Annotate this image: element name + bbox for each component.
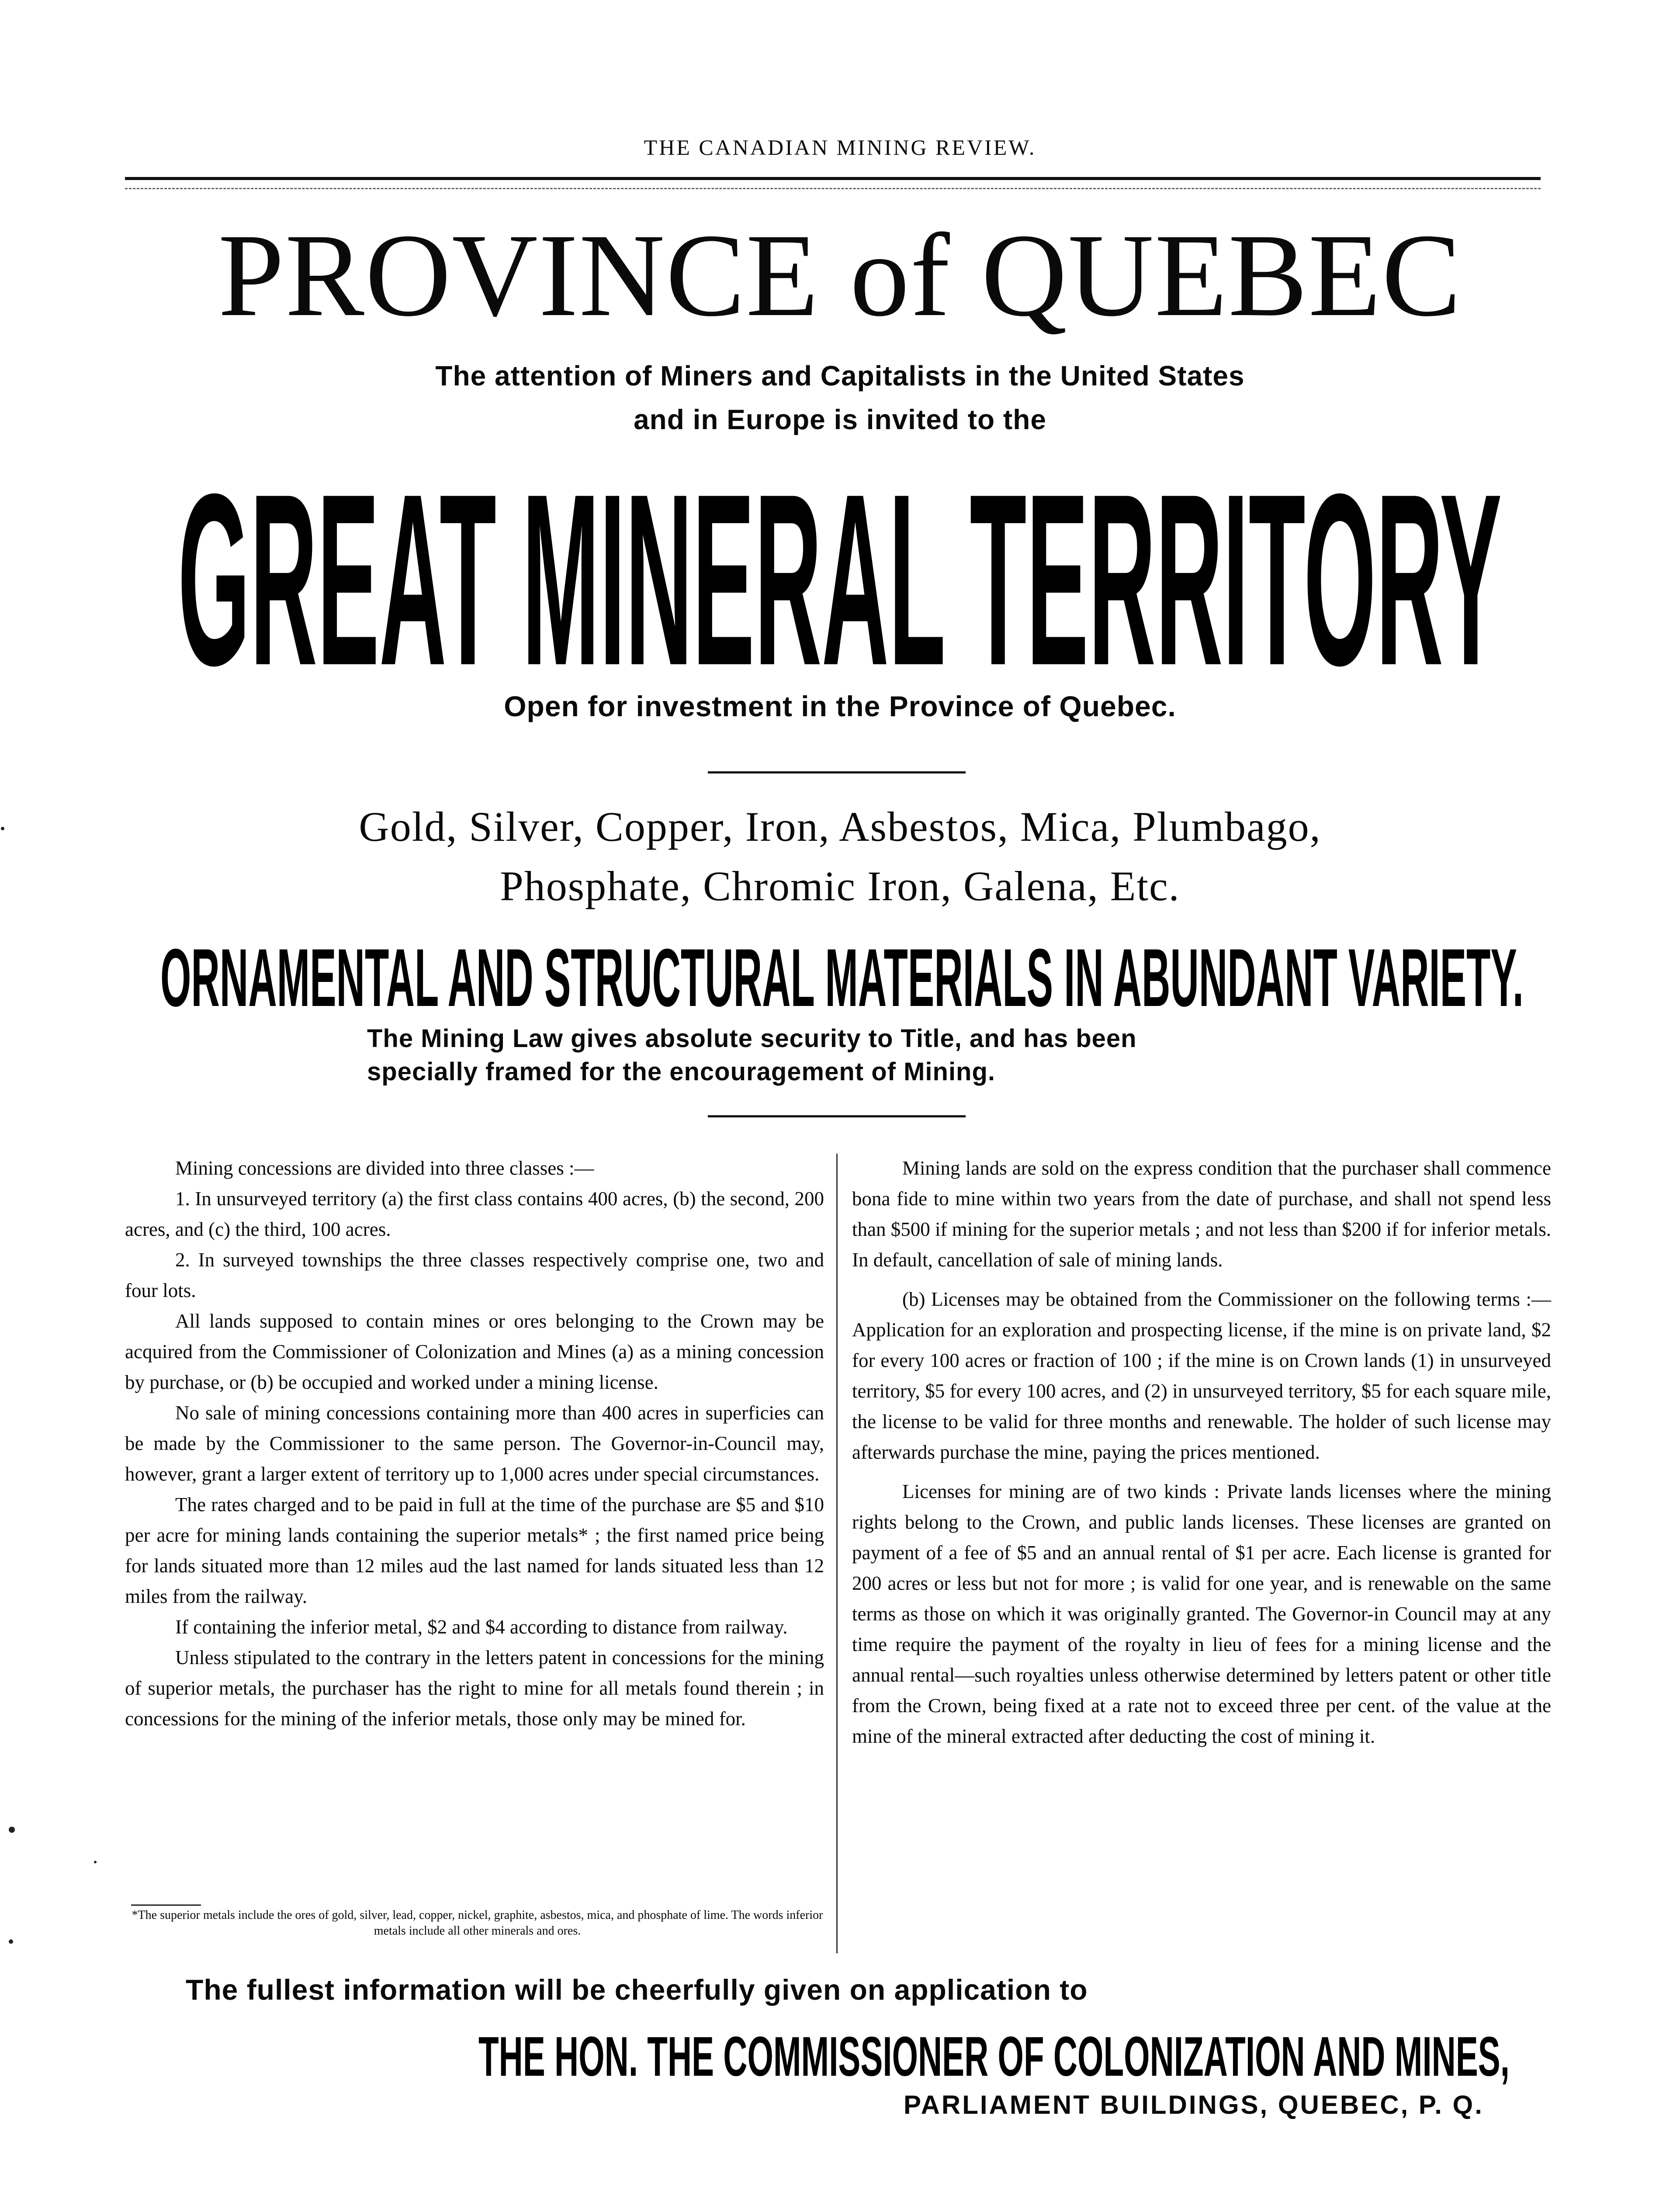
left-paragraph-5: No sale of mining concessions containing more than 400 acres in superficies can be made by the Commissioner to the same person. The Governor-in-Council may, however, grant a larger extent of territory up to 1,000 acres under special circumstances. xyxy=(125,1402,824,1485)
footnote: *The superior metals include the ores of gold, silver, lead, copper, nickel, graphite, asbestos, mica, and phosphate of lime. The words inferior metals include all other minerals and ores. xyxy=(132,1908,823,1938)
left-paragraph-6: The rates charged and to be paid in full at the time of the purchase are $5 and $10 per acre for mining lands containing the superior metals* ; the first named price being for lands situated more than 12 miles aud the last named for lands situated less than 12 miles from the railway. xyxy=(125,1494,824,1607)
header-rule xyxy=(125,177,1541,180)
footnote-rule xyxy=(131,1904,201,1906)
intro-line-2: and in Europe is invited to the xyxy=(634,404,1046,435)
scan-speck xyxy=(9,1939,13,1944)
divider-rule xyxy=(708,771,966,773)
column-divider xyxy=(836,1154,838,1953)
left-column xyxy=(125,1153,824,1734)
materials-text: ORNAMENTAL AND STRUCTURAL MATERIALS IN ABUNDANT VARIETY. xyxy=(160,940,1524,1018)
minerals-line-2: Phosphate, Chromic Iron, Galena, Etc. xyxy=(500,863,1180,909)
left-paragraph-7: If containing the inferior metal, $2 and $4 according to distance from railway. xyxy=(175,1616,788,1638)
province-title: PROVINCE of QUEBEC xyxy=(218,209,1462,341)
right-column xyxy=(852,1153,1551,1751)
left-paragraph-2: 1. In unsurveyed territory (a) the first class contains 400 acres, (b) the second, 200 acres, and (c) the third, 100 acres. xyxy=(125,1188,824,1240)
left-paragraph-4: All lands supposed to contain mines or ores belonging to the Crown may be acquired from the Commissioner of Colonization and Mines (a) as a mining concession by purchase, or (b) be occupied and worked under a mining license. xyxy=(125,1310,824,1393)
right-paragraph-1: Mining lands are sold on the express condition that the purchaser shall commence bona fide to mine within two years from the date of purchase, and shall not spend less than $500 if mining for the superior metals ; and not less than $200 if for inferior metals. In default, cancellation of sale of mining lands. xyxy=(852,1157,1551,1271)
fullest-information-line: The fullest information will be cheerfully given on application to xyxy=(186,1973,1088,2006)
scan-speck xyxy=(94,1861,97,1863)
address-line: PARLIAMENT BUILDINGS, QUEBEC, P. Q. xyxy=(904,2090,1484,2119)
divider-rule xyxy=(708,1115,966,1117)
scan-speck xyxy=(1,827,4,830)
minerals-line-1: Gold, Silver, Copper, Iron, Asbestos, Mica, Plumbago, xyxy=(359,803,1321,850)
commissioner-heading xyxy=(476,2028,1512,2084)
right-paragraph-3: Licenses for mining are of two kinds : Private lands licenses where the mining rights belong to the Crown, and public lands licenses. These licenses are granted on payment of a fee of $5 and an annual rental of $1 per acre. Each license is granted for 200 acres or less but not for more ; is valid for one year, and is renewable on the same terms as those on which it was originally granted. The Governor-in Council may at any time require the payment of the royalty in lieu of fees for a mining license and the annual rental—such royalties unless otherwise determined by letters patent or other title from the Crown, being fixed at a rate not to exceed three per cent. of the value at the mine of the mineral extracted after deducting the cost of mining it. xyxy=(852,1481,1551,1747)
right-paragraph-2: (b) Licenses may be obtained from the Commissioner on the following terms :—Application for an exploration and prospecting license, if the mine is on private land, $2 for every 100 acres or fraction of 100 ; if the mine is on Crown lands (1) in unsurveyed territory, $5 for every 100 acres, and (2) in unsurveyed territory, $5 for each square mile, the license to be valid for three months and renewable. The holder of such license may afterwards purchase the mine, paying the prices mentioned. xyxy=(852,1288,1551,1463)
left-paragraph-8: Unless stipulated to the contrary in the letters patent in concessions for the mining of superior metals, the purchaser has the right to mine for all metals found therein ; in concessions for the mining of the inferior metals, those only may be mined for. xyxy=(125,1647,824,1730)
mining-law-line-2: specially framed for the encouragement of Mining. xyxy=(367,1058,996,1086)
left-paragraph-1: Mining concessions are divided into three classes :— xyxy=(175,1157,594,1179)
commissioner-text: THE HON. THE COMMISSIONER OF COLONIZATION AND MINES, xyxy=(478,2028,1510,2084)
mining-law-line-1: The Mining Law gives absolute security to Title, and has been xyxy=(367,1024,1137,1053)
great-mineral-territory-text: GREAT MINERAL TERRITORY xyxy=(178,489,1502,690)
intro-line-1: The attention of Miners and Capitalists in the United States xyxy=(435,360,1245,392)
materials-heading xyxy=(157,940,1527,1018)
left-paragraph-3: 2. In surveyed townships the three classes respectively comprise one, two and four lots. xyxy=(125,1249,824,1301)
running-head: THE CANADIAN MINING REVIEW. xyxy=(644,135,1036,160)
scan-speck xyxy=(9,1827,15,1833)
header-rule-dashed xyxy=(125,188,1541,189)
open-line: Open for investment in the Province of Quebec. xyxy=(504,690,1176,722)
great-mineral-territory-heading xyxy=(175,489,1505,690)
